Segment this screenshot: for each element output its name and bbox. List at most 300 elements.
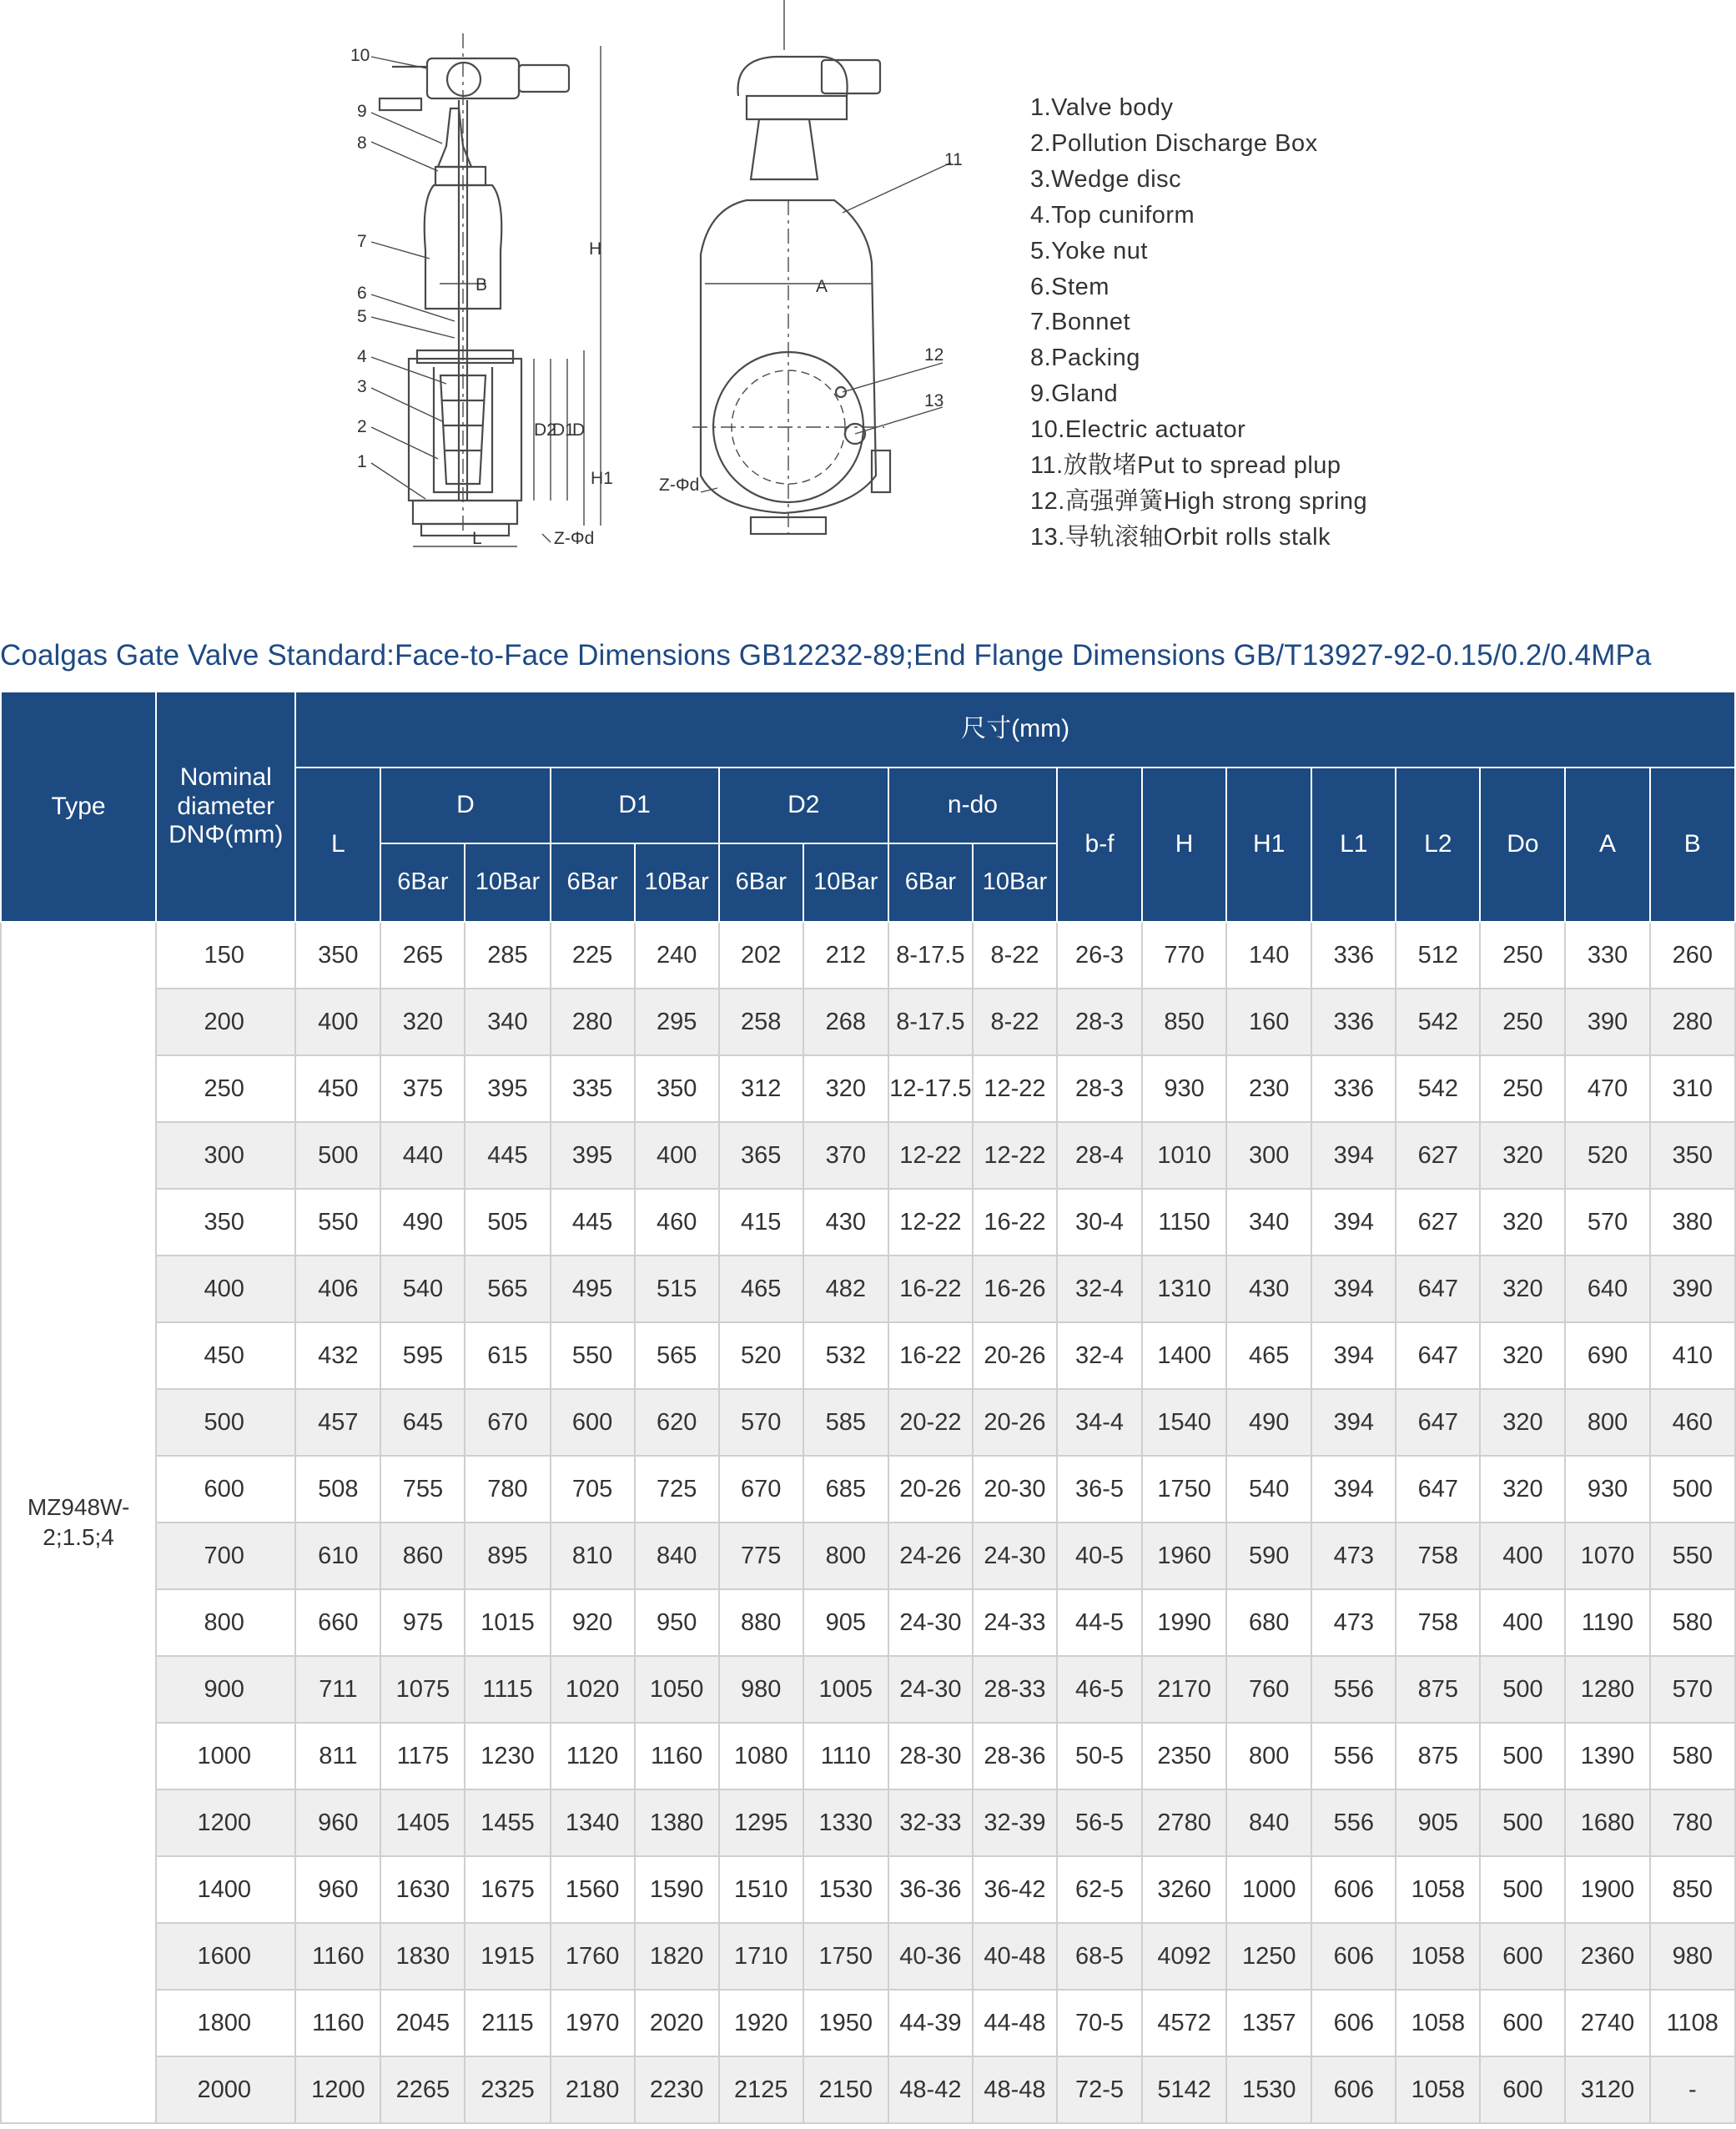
table-cell: 450 [156, 1322, 295, 1389]
table-cell: 34-4 [1057, 1389, 1142, 1456]
header-D2-10bar: 10Bar [803, 843, 888, 922]
table-cell: 1000 [1226, 1856, 1311, 1923]
table-cell: 490 [1226, 1389, 1311, 1456]
header-H: H [1142, 768, 1226, 922]
table-cell: 508 [295, 1456, 380, 1523]
table-cell: 28-36 [973, 1723, 1057, 1789]
table-cell: 700 [156, 1523, 295, 1589]
table-cell: 570 [719, 1389, 803, 1456]
table-cell: 44-5 [1057, 1589, 1142, 1656]
table-cell: 250 [1480, 989, 1565, 1055]
table-cell: 48-48 [973, 2056, 1057, 2123]
table-cell: 340 [1226, 1189, 1311, 1256]
table-cell: 150 [156, 922, 295, 989]
header-n-do: n-do [888, 768, 1057, 843]
table-cell: 320 [1480, 1122, 1565, 1189]
table-cell: 1920 [719, 1990, 803, 2056]
table-cell: 3120 [1565, 2056, 1649, 2123]
table-cell: 540 [380, 1256, 465, 1322]
table-row [1, 1923, 1735, 1990]
table-cell: 394 [1311, 1322, 1396, 1389]
table-cell: 62-5 [1057, 1856, 1142, 1923]
table-cell: 880 [719, 1589, 803, 1656]
table-cell: 600 [156, 1456, 295, 1523]
table-cell: 905 [803, 1589, 888, 1656]
part-item: 7.Bonnet [1030, 309, 1131, 336]
dim-label-H1: H1 [591, 469, 613, 488]
table-row [1, 1656, 1735, 1723]
table-cell: 450 [295, 1055, 380, 1122]
table-cell: 1400 [156, 1856, 295, 1923]
table-cell: 1250 [1226, 1923, 1311, 1990]
table-cell: 1108 [1650, 1990, 1735, 2056]
table-cell: 550 [295, 1189, 380, 1256]
table-cell: 310 [1650, 1055, 1735, 1122]
table-cell: 200 [156, 989, 295, 1055]
table-cell: 811 [295, 1723, 380, 1789]
table-cell: 24-33 [973, 1589, 1057, 1656]
table-cell: 265 [380, 922, 465, 989]
table-cell: 875 [1396, 1656, 1480, 1723]
table-cell: 1200 [295, 2056, 380, 2123]
table-cell: 875 [1396, 1723, 1480, 1789]
header-D1-6bar: 6Bar [551, 843, 635, 922]
table-cell: 20-30 [973, 1456, 1057, 1523]
table-cell: 1510 [719, 1856, 803, 1923]
table-cell: 24-30 [888, 1656, 973, 1723]
table-cell: 465 [719, 1256, 803, 1322]
table-cell: 755 [380, 1456, 465, 1523]
table-cell: 540 [1226, 1456, 1311, 1523]
table-cell: 1357 [1226, 1990, 1311, 2056]
table-cell: 12-22 [888, 1189, 973, 1256]
table-cell: 1540 [1142, 1389, 1226, 1456]
callout-4: 4 [357, 347, 367, 366]
table-cell: 1530 [1226, 2056, 1311, 2123]
table-cell: 268 [803, 989, 888, 1055]
table-cell: 512 [1396, 922, 1480, 989]
table-cell: 565 [635, 1322, 719, 1389]
table-cell: 980 [719, 1656, 803, 1723]
table-cell: 258 [719, 989, 803, 1055]
table-cell: 400 [156, 1256, 295, 1322]
table-row [1, 1789, 1735, 1856]
table-cell: 500 [1480, 1723, 1565, 1789]
table-cell: 1160 [295, 1990, 380, 2056]
table-cell: 40-5 [1057, 1523, 1142, 1589]
table-cell: 500 [1650, 1456, 1735, 1523]
table-cell: 400 [635, 1122, 719, 1189]
table-cell: 780 [465, 1456, 550, 1523]
table-cell: 600 [1480, 2056, 1565, 2123]
table-cell: 28-30 [888, 1723, 973, 1789]
part-item: 3.Wedge disc [1030, 165, 1182, 193]
table-cell: 4092 [1142, 1923, 1226, 1990]
callout-7: 7 [357, 232, 367, 251]
header-Do: Do [1480, 768, 1565, 922]
table-cell: 1820 [635, 1923, 719, 1990]
table-cell: 24-30 [973, 1523, 1057, 1589]
table-cell: 473 [1311, 1523, 1396, 1589]
table-cell: 28-4 [1057, 1122, 1142, 1189]
table-cell: 800 [156, 1589, 295, 1656]
table-cell: 1915 [465, 1923, 550, 1990]
table-cell: 202 [719, 922, 803, 989]
table-cell: 12-22 [973, 1122, 1057, 1189]
table-row [1, 1322, 1735, 1389]
table-cell: 1010 [1142, 1122, 1226, 1189]
table-cell: 800 [1226, 1723, 1311, 1789]
table-cell: 410 [1650, 1322, 1735, 1389]
table-cell: 647 [1396, 1256, 1480, 1322]
table-cell: 570 [1565, 1189, 1649, 1256]
table-cell: 470 [1565, 1055, 1649, 1122]
table-cell: 2265 [380, 2056, 465, 2123]
table-cell: 1280 [1565, 1656, 1649, 1723]
part-item: 4.Top cuniform [1030, 201, 1195, 229]
table-cell: 12-17.5 [888, 1055, 973, 1122]
table-cell: 50-5 [1057, 1723, 1142, 1789]
table-cell: 457 [295, 1389, 380, 1456]
table-cell: 380 [1650, 1189, 1735, 1256]
table-cell: 615 [465, 1322, 550, 1389]
table-cell: 860 [380, 1523, 465, 1589]
dim-label-D1: D1 [552, 420, 575, 440]
table-cell: 1590 [635, 1856, 719, 1923]
table-cell: 640 [1565, 1256, 1649, 1322]
table-cell: 606 [1311, 1990, 1396, 2056]
valve-technical-drawings [317, 0, 963, 567]
table-cell: 320 [803, 1055, 888, 1122]
table-row [1, 1389, 1735, 1456]
table-cell: 40-48 [973, 1923, 1057, 1990]
table-cell: 670 [465, 1389, 550, 1456]
table-cell: 2350 [1142, 1723, 1226, 1789]
table-cell: 2180 [551, 2056, 635, 2123]
table-cell: 16-22 [888, 1256, 973, 1322]
table-cell: 2740 [1565, 1990, 1649, 2056]
table-cell: 1710 [719, 1923, 803, 1990]
table-cell: 365 [719, 1122, 803, 1189]
table-cell: 340 [465, 989, 550, 1055]
table-cell: 610 [295, 1523, 380, 1589]
table-cell: 394 [1311, 1456, 1396, 1523]
table-cell: 565 [465, 1256, 550, 1322]
table-cell: 1310 [1142, 1256, 1226, 1322]
part-item: 10.Electric actuator [1030, 416, 1246, 444]
table-cell: 28-3 [1057, 989, 1142, 1055]
table-cell: 330 [1565, 922, 1649, 989]
table-cell: 295 [635, 989, 719, 1055]
table-cell: 1160 [295, 1923, 380, 1990]
table-cell: 775 [719, 1523, 803, 1589]
callout-11: 11 [944, 150, 963, 169]
table-cell: 1970 [551, 1990, 635, 2056]
table-cell: 2125 [719, 2056, 803, 2123]
header-D-6bar: 6Bar [380, 843, 465, 922]
table-cell: 68-5 [1057, 1923, 1142, 1990]
header-H1: H1 [1226, 768, 1311, 922]
table-cell: 1750 [1142, 1456, 1226, 1523]
table-cell: 500 [156, 1389, 295, 1456]
table-cell: 895 [465, 1523, 550, 1589]
table-row [1, 1589, 1735, 1656]
table-cell: 810 [551, 1523, 635, 1589]
table-cell: 647 [1396, 1389, 1480, 1456]
table-cell: 542 [1396, 1055, 1480, 1122]
table-cell: 44-48 [973, 1990, 1057, 2056]
table-cell: 1750 [803, 1923, 888, 1990]
table-cell: 56-5 [1057, 1789, 1142, 1856]
callout-13: 13 [924, 391, 944, 410]
table-row [1, 1055, 1735, 1122]
dim-label-A: A [816, 277, 828, 296]
table-cell: 660 [295, 1589, 380, 1656]
table-cell: 1675 [465, 1856, 550, 1923]
table-row [1, 922, 1735, 989]
header-D1: D1 [551, 768, 719, 843]
table-cell: 24-30 [888, 1589, 973, 1656]
table-cell: 570 [1650, 1656, 1735, 1723]
callout-12: 12 [924, 345, 944, 365]
table-cell: 1015 [465, 1589, 550, 1656]
part-item: 12.高强弹簧High strong spring [1030, 487, 1368, 515]
table-cell: 780 [1650, 1789, 1735, 1856]
table-row [1, 1456, 1735, 1523]
table-cell: 250 [1480, 1055, 1565, 1122]
table-cell: 1058 [1396, 1856, 1480, 1923]
table-cell: 26-3 [1057, 922, 1142, 989]
table-cell: 432 [295, 1322, 380, 1389]
table-cell: 500 [1480, 1656, 1565, 1723]
table-cell: 950 [635, 1589, 719, 1656]
table-cell: 770 [1142, 922, 1226, 989]
parts-list [1030, 90, 1714, 556]
table-cell: 685 [803, 1456, 888, 1523]
table-cell: 375 [380, 1055, 465, 1122]
table-cell: 46-5 [1057, 1656, 1142, 1723]
table-cell: 930 [1565, 1456, 1649, 1523]
table-cell: 1050 [635, 1656, 719, 1723]
table-cell: 800 [1565, 1389, 1649, 1456]
table-cell: 1560 [551, 1856, 635, 1923]
dim-label-B: B [476, 275, 488, 294]
part-item: 13.导轨滚轴Orbit rolls stalk [1030, 523, 1331, 551]
table-cell: 490 [380, 1189, 465, 1256]
table-cell: 1530 [803, 1856, 888, 1923]
table-cell: 1200 [156, 1789, 295, 1856]
side-view-drawing [692, 0, 951, 534]
table-row [1, 1122, 1735, 1189]
table-cell: 500 [1480, 1856, 1565, 1923]
table-cell: 390 [1650, 1256, 1735, 1322]
table-cell: 32-33 [888, 1789, 973, 1856]
table-cell: 500 [1480, 1789, 1565, 1856]
table-cell: 758 [1396, 1589, 1480, 1656]
table-cell: 1830 [380, 1923, 465, 1990]
part-item: 9.Gland [1030, 380, 1119, 408]
table-cell: 20-26 [973, 1389, 1057, 1456]
table-cell: 320 [380, 989, 465, 1055]
table-cell: 300 [1226, 1122, 1311, 1189]
table-cell: 680 [1226, 1589, 1311, 1656]
table-cell: 595 [380, 1322, 465, 1389]
table-cell: 70-5 [1057, 1990, 1142, 2056]
table-cell: 32-39 [973, 1789, 1057, 1856]
table-cell: 647 [1396, 1322, 1480, 1389]
table-cell: 320 [1480, 1189, 1565, 1256]
type-cell: MZ948W-2;1.5;4 [1, 922, 156, 2123]
table-cell: 1330 [803, 1789, 888, 1856]
table-cell: 465 [1226, 1322, 1311, 1389]
callout-6: 6 [357, 284, 367, 303]
table-cell: 48-42 [888, 2056, 973, 2123]
table-cell: 8-17.5 [888, 989, 973, 1055]
table-cell: 556 [1311, 1789, 1396, 1856]
table-cell: 1900 [1565, 1856, 1649, 1923]
table-cell: 28-33 [973, 1656, 1057, 1723]
table-cell: 2360 [1565, 1923, 1649, 1990]
callout-5: 5 [357, 307, 367, 326]
table-cell: 1110 [803, 1723, 888, 1789]
table-cell: 300 [156, 1122, 295, 1189]
table-cell: 760 [1226, 1656, 1311, 1723]
table-cell: 627 [1396, 1122, 1480, 1189]
header-A: A [1565, 768, 1649, 922]
header-size-group: 尺寸(mm) [295, 692, 1735, 768]
table-cell: 900 [156, 1656, 295, 1723]
table-cell: 1600 [156, 1923, 295, 1990]
table-cell: 16-22 [888, 1322, 973, 1389]
table-cell: - [1650, 2056, 1735, 2123]
table-cell: 960 [295, 1856, 380, 1923]
table-cell: 2045 [380, 1990, 465, 2056]
table-cell: 350 [295, 922, 380, 989]
table-cell: 1760 [551, 1923, 635, 1990]
table-cell: 1400 [1142, 1322, 1226, 1389]
dim-label-L: L [472, 529, 482, 548]
table-cell: 647 [1396, 1456, 1480, 1523]
header-type: Type [1, 692, 156, 922]
table-row [1, 1189, 1735, 1256]
table-cell: 2115 [465, 1990, 550, 2056]
table-cell: 627 [1396, 1189, 1480, 1256]
table-cell: 320 [1480, 1456, 1565, 1523]
table-cell: 1058 [1396, 1990, 1480, 2056]
table-cell: 280 [551, 989, 635, 1055]
table-cell: 1070 [1565, 1523, 1649, 1589]
table-cell: 1680 [1565, 1789, 1649, 1856]
table-cell: 725 [635, 1456, 719, 1523]
table-cell: 350 [156, 1189, 295, 1256]
part-item: 2.Pollution Discharge Box [1030, 129, 1318, 157]
table-cell: 473 [1311, 1589, 1396, 1656]
header-B: B [1650, 768, 1735, 922]
table-cell: 28-3 [1057, 1055, 1142, 1122]
table-cell: 606 [1311, 1923, 1396, 1990]
table-cell: 350 [635, 1055, 719, 1122]
table-row [1, 1256, 1735, 1322]
header-L2: L2 [1396, 768, 1480, 922]
header-L1: L1 [1311, 768, 1396, 922]
table-cell: 406 [295, 1256, 380, 1322]
table-cell: 430 [803, 1189, 888, 1256]
table-cell: 1005 [803, 1656, 888, 1723]
table-cell: 840 [1226, 1789, 1311, 1856]
table-cell: 590 [1226, 1523, 1311, 1589]
table-cell: 8-22 [973, 989, 1057, 1055]
table-cell: 320 [1480, 1389, 1565, 1456]
table-cell: 2325 [465, 2056, 550, 2123]
callout-3: 3 [357, 377, 367, 396]
table-cell: 160 [1226, 989, 1311, 1055]
table-cell: 711 [295, 1656, 380, 1723]
header-nominal-diameter: Nominal diameter DNΦ(mm) [156, 692, 295, 922]
table-heading: Coalgas Gate Valve Standard:Face-to-Face Dimensions GB12232-89;End Flange Dimensions GB/T13927-92-0.15/0.2/0.4MPa [0, 639, 1652, 672]
header-D2: D2 [719, 768, 888, 843]
table-cell: 980 [1650, 1923, 1735, 1990]
header-ndo-10bar: 10Bar [973, 843, 1057, 922]
table-cell: 140 [1226, 922, 1311, 989]
table-cell: 395 [465, 1055, 550, 1122]
table-cell: 395 [551, 1122, 635, 1189]
table-cell: 400 [1480, 1589, 1565, 1656]
table-cell: 850 [1650, 1856, 1735, 1923]
table-cell: 690 [1565, 1322, 1649, 1389]
table-cell: 975 [380, 1589, 465, 1656]
table-row [1, 989, 1735, 1055]
table-cell: 1115 [465, 1656, 550, 1723]
table-cell: 1455 [465, 1789, 550, 1856]
table-cell: 400 [295, 989, 380, 1055]
table-cell: 40-36 [888, 1923, 973, 1990]
part-item: 11.放散堵Put to spread plup [1030, 452, 1341, 480]
dim-label-zphid-left: Z-Φd [554, 529, 595, 548]
table-cell: 460 [1650, 1389, 1735, 1456]
table-cell: 2230 [635, 2056, 719, 2123]
table-cell: 8-17.5 [888, 922, 973, 989]
table-cell: 20-26 [973, 1322, 1057, 1389]
table-cell: 16-22 [973, 1189, 1057, 1256]
table-cell: 520 [1565, 1122, 1649, 1189]
dim-label-zphid-right: Z-Φd [659, 476, 700, 495]
table-cell: 2170 [1142, 1656, 1226, 1723]
callout-2: 2 [357, 417, 367, 436]
table-cell: 556 [1311, 1723, 1396, 1789]
table-cell: 394 [1311, 1122, 1396, 1189]
table-cell: 36-5 [1057, 1456, 1142, 1523]
table-cell: 390 [1565, 989, 1649, 1055]
table-cell: 336 [1311, 989, 1396, 1055]
table-cell: 645 [380, 1389, 465, 1456]
table-cell: 400 [1480, 1523, 1565, 1589]
table-cell: 36-36 [888, 1856, 973, 1923]
table-cell: 415 [719, 1189, 803, 1256]
table-cell: 520 [719, 1322, 803, 1389]
header-b-f: b-f [1057, 768, 1142, 922]
table-cell: 840 [635, 1523, 719, 1589]
table-cell: 1960 [1142, 1523, 1226, 1589]
part-item: 1.Valve body [1030, 94, 1174, 121]
table-cell: 1160 [635, 1723, 719, 1789]
table-cell: 482 [803, 1256, 888, 1322]
table-cell: 370 [803, 1122, 888, 1189]
table-cell: 2780 [1142, 1789, 1226, 1856]
table-cell: 758 [1396, 1523, 1480, 1589]
table-cell: 24-26 [888, 1523, 973, 1589]
table-cell: 312 [719, 1055, 803, 1122]
callout-8: 8 [357, 133, 367, 153]
